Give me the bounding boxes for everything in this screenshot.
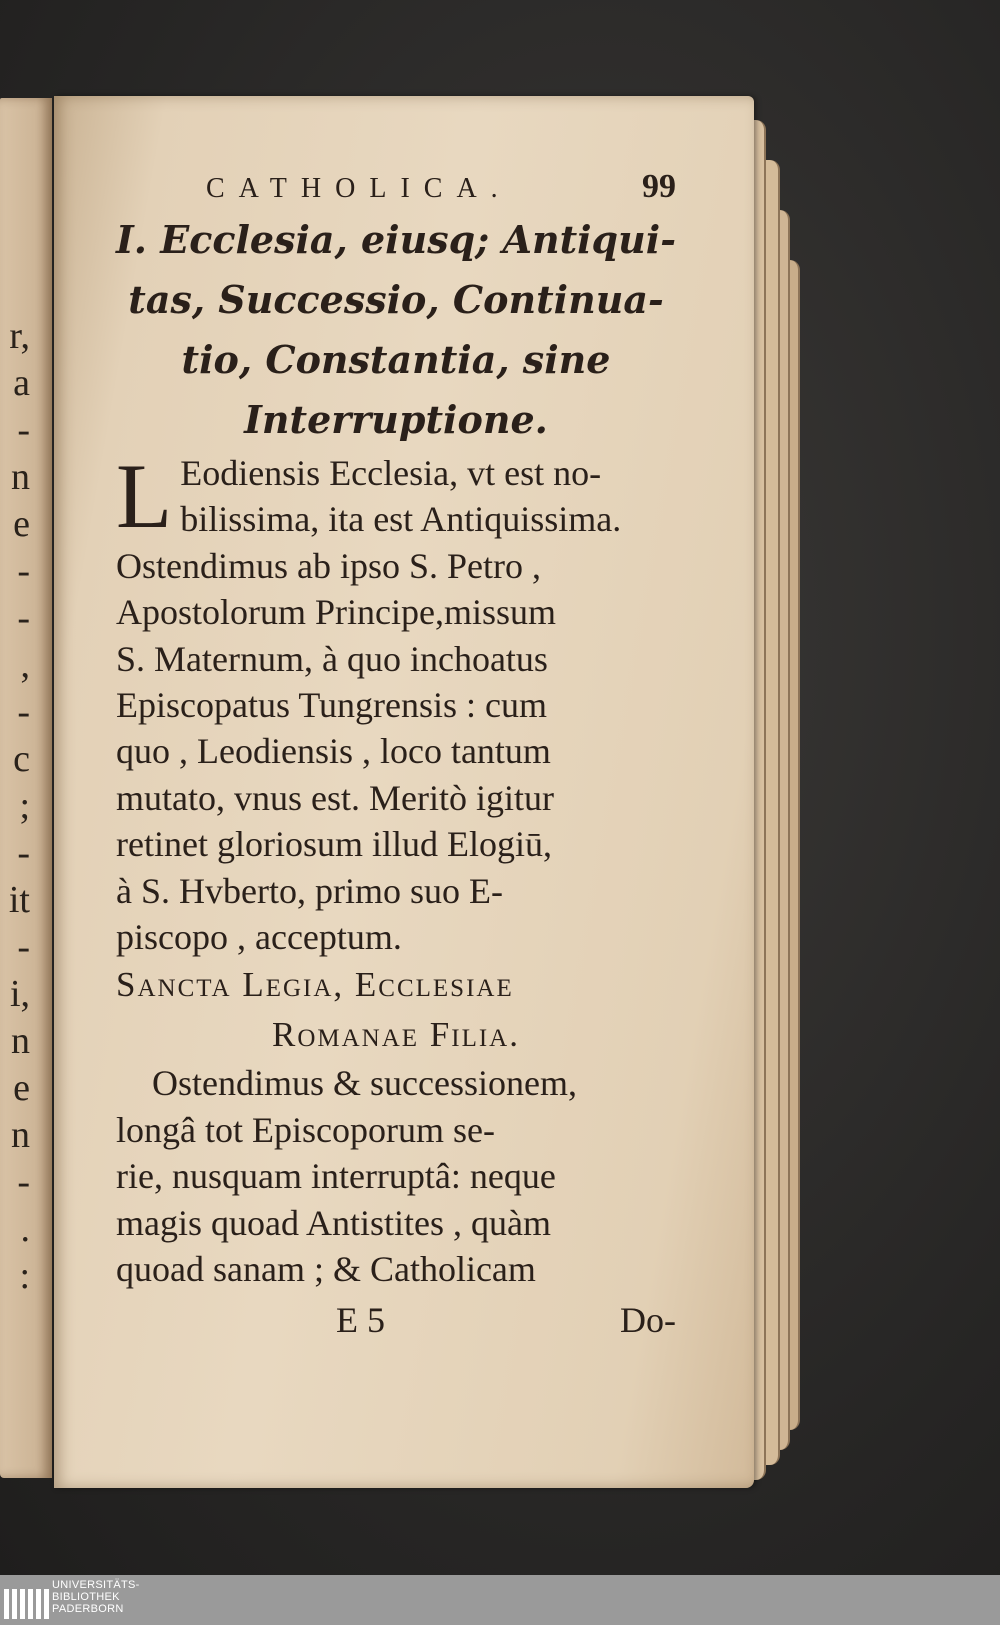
library-footer-bar — [0, 1575, 1000, 1625]
previous-page-fragment: , — [20, 644, 30, 686]
library-name: UNIVERSITÄTS- BIBLIOTHEK PADERBORN — [52, 1579, 140, 1615]
text-line: mutato, vnus est. Meritò igitur — [116, 777, 554, 818]
catchword: Do- — [620, 1299, 676, 1340]
heading-line: Interruptione. — [244, 397, 548, 442]
previous-page-fragment: n — [11, 456, 30, 498]
text-line: S. Maternum, à quo inchoatus — [116, 638, 548, 679]
previous-page-fragment: a — [13, 362, 30, 404]
previous-page-fragment: - — [17, 926, 30, 968]
text-line: retinet gloriosum illud Elogiū, — [116, 824, 552, 865]
page-number: 99 — [642, 168, 676, 205]
running-head — [116, 168, 676, 206]
previous-page-fragment: e — [13, 1067, 30, 1109]
paragraph-2 — [116, 1060, 676, 1292]
previous-page-fragment: - — [17, 597, 30, 639]
page-text — [116, 168, 676, 1341]
text-line: Apostolorum Principe,missum — [116, 592, 556, 633]
previous-page-fragment: n — [11, 1020, 30, 1062]
previous-page-fragment: it — [8, 879, 30, 921]
previous-page-fragments — [0, 313, 30, 1300]
paragraph-1 — [116, 445, 676, 960]
previous-page-fragment: - — [17, 1161, 30, 1203]
text-line: magis quoad Antistites , quàm — [116, 1202, 551, 1243]
drop-cap: L — [116, 445, 173, 547]
previous-page-fragment: . — [20, 1208, 30, 1250]
book-page — [54, 96, 754, 1488]
library-logo-icon — [0, 1581, 52, 1619]
text-line: Ostendimus & successionem, — [152, 1063, 577, 1104]
previous-page-fragment: ; — [19, 785, 30, 827]
text-line: quoad sanam ; & Catholicam — [116, 1249, 536, 1290]
heading-line: I. Ecclesia, eiusq; Antiqui- — [116, 217, 676, 262]
text-line: longâ tot Episcoporum se- — [116, 1109, 495, 1150]
previous-page-fragment: - — [17, 550, 30, 592]
subheading-line: Romanae Filia. — [271, 1015, 520, 1055]
previous-page-fragment: - — [17, 409, 30, 451]
subheading-line: Sancta Legia, Ecclesiae — [116, 965, 514, 1005]
text-line: Eodiensis Ecclesia, vt est no- — [180, 453, 602, 493]
previous-page-fragment: e — [13, 503, 30, 545]
text-line: Ostendimus ab ipso S. Petro , — [116, 545, 542, 586]
previous-page-fragment: r, — [9, 315, 30, 357]
text-line: bilissima, ita est Antiquissima. — [180, 499, 622, 540]
running-head-title: CATHOLICA. — [206, 173, 512, 204]
page-footer — [116, 1299, 676, 1341]
signature-mark: E 5 — [336, 1299, 385, 1340]
previous-page-fragment: n — [11, 1114, 30, 1156]
text-line: rie, nusquam interruptâ: neque — [116, 1156, 556, 1197]
previous-page-edge — [0, 98, 52, 1478]
text-line: quo , Leodiensis , loco tantum — [116, 731, 551, 772]
previous-page-fragment: c — [13, 738, 30, 780]
text-line: piscopo , acceptum. — [116, 917, 402, 958]
text-line: à S. Hvberto, primo suo E- — [116, 870, 503, 911]
subheading — [116, 960, 676, 1060]
heading-line: tas, Successio, Continua- — [128, 277, 664, 322]
previous-page-fragment: : — [19, 1255, 30, 1297]
previous-page-fragment: i, — [9, 973, 30, 1015]
text-line: Episcopatus Tungrensis : cum — [116, 685, 548, 726]
previous-page-fragment: - — [17, 691, 30, 733]
previous-page-fragment: - — [17, 832, 30, 874]
section-heading — [116, 210, 676, 450]
heading-line: tio, Constantia, sine — [181, 337, 611, 382]
